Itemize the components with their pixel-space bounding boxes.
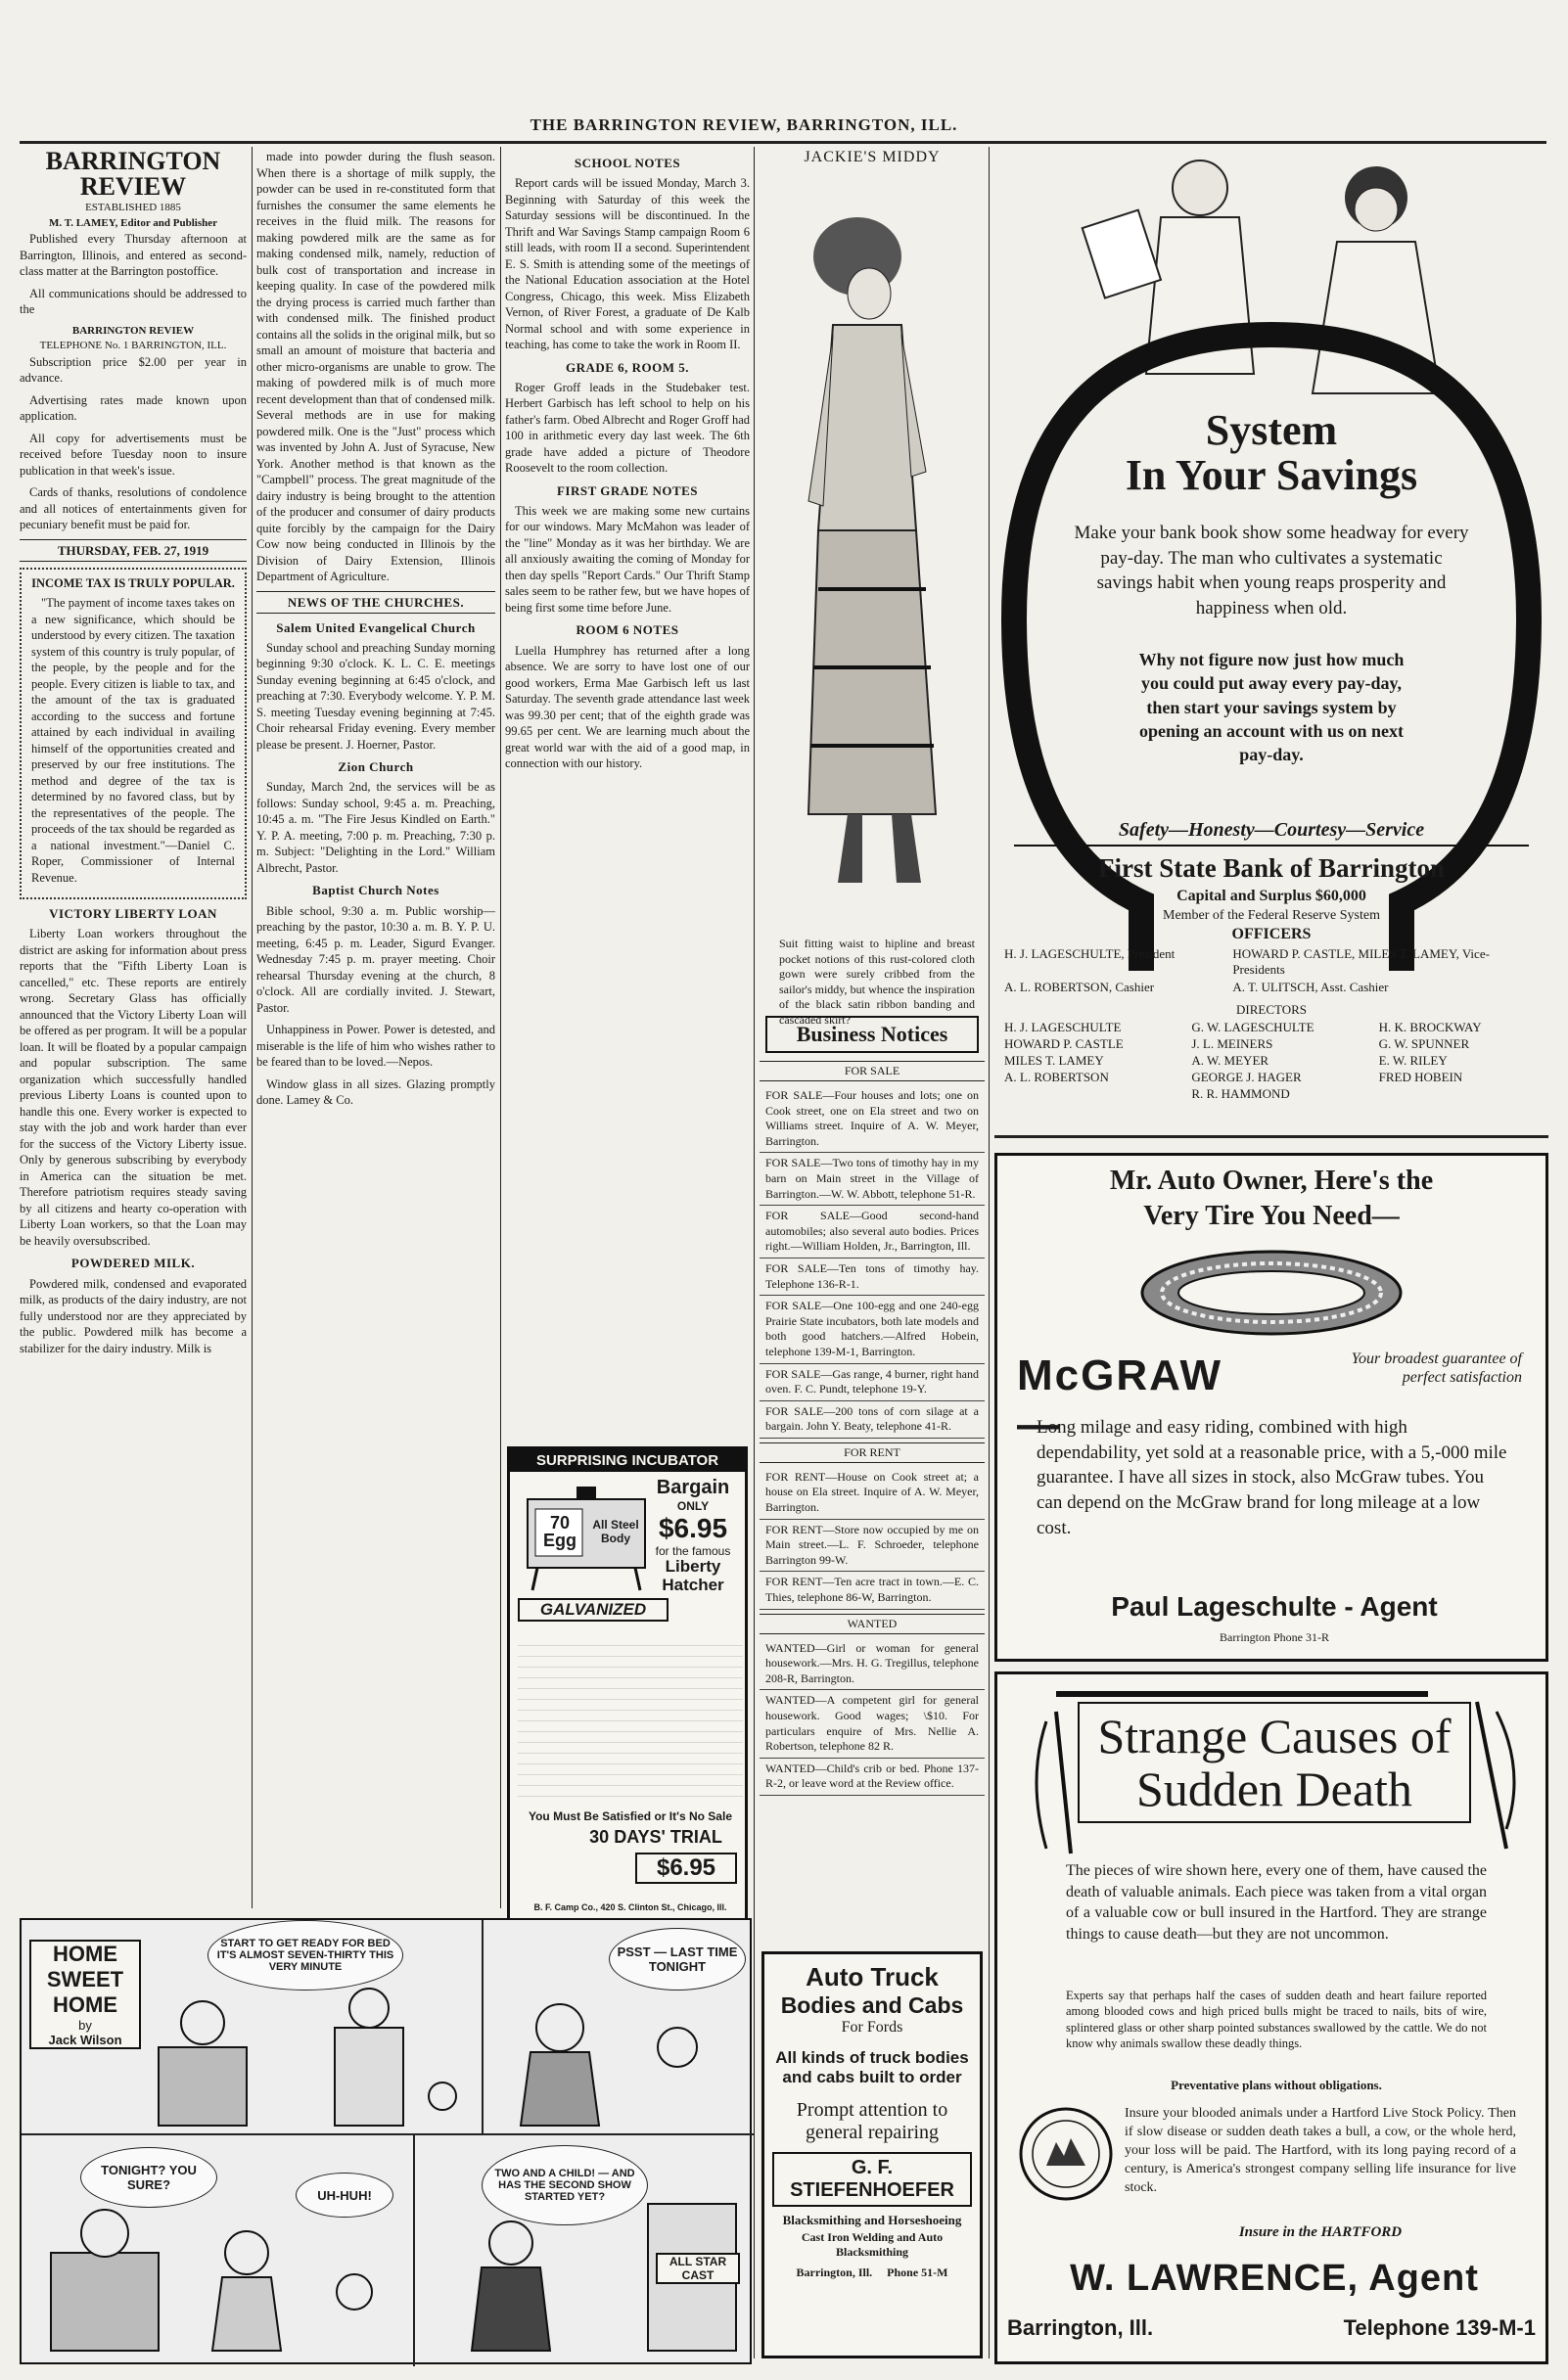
bank-ad	[994, 149, 1548, 1142]
address: BARRINGTON REVIEW	[71, 324, 195, 337]
strange-insure: Insure in the HARTFORD	[1238, 2224, 1403, 2240]
tire-headline-1: Mr. Auto Owner, Here's the	[1109, 1166, 1434, 1196]
first-grade-body: This week we are making some new curtains for our windows. Mary McMahon was leader of the "line" Monday as it was her birthday. We are all anxiously awaiting the coming of Monday for then day spells "Report Cards." Our Thrift Stamp sales seem to be rather few, but we have hopes of being first some time before June.	[505, 503, 750, 615]
officer-cashier: A. L. ROBERTSON, Cashier	[1004, 980, 1155, 994]
bank-director: H. J. LAGESCHULTE	[1004, 1020, 1122, 1034]
incubator-eggs: 70 Egg	[543, 1513, 576, 1550]
strange-title-block	[997, 1702, 1551, 1823]
bank-directors-heading: DIRECTORS	[1236, 1002, 1307, 1017]
comic-panel-1-drawing	[149, 1979, 472, 2130]
school-notes-body: Report cards will be issued Monday, March 3. Beginning with Saturday of this week the Saturday sessions will be discontinued. In the Thrift and War Savings Stamp campaign Room 6 still leads, with room II a second. Superintendent E. S. Smith is attending some of the meetings of the National Education association at the Hotel Congress, Chicago, this week. Miss Elizabeth Vernon, of River Forest, a graduate of De Kalb Normal school and with some experience in teaching, has come to take the work in Room II.	[505, 176, 750, 352]
officer-vice-presidents: HOWARD P. CASTLE, MILES T. LAMEY, Vice-Presidents	[1232, 946, 1490, 977]
comic-panel-divider	[482, 1920, 484, 2133]
wanted-notice: WANTED—Child's crib or bed. Phone 137-R-2, or leave word at the Review office.	[760, 1759, 985, 1796]
truck-line-4: All kinds of truck bodies and cabs built to order	[775, 2048, 969, 2086]
for-rent-notice: FOR RENT—Store now occupied by me on Main street.—L. F. Schroeder, telephone Barrington 99-W.	[760, 1520, 985, 1573]
communications-note: All communications should be addressed to the	[20, 286, 247, 317]
bank-directors	[994, 1020, 1568, 1102]
masthead: THE BARRINGTON REVIEW, BARRINGTON, ILL.	[530, 115, 958, 134]
column-2	[256, 149, 495, 1910]
bank-director: E. W. RILEY	[1378, 1053, 1448, 1068]
tire-headline-2: Very Tire You Need—	[1143, 1201, 1400, 1232]
tire-guarantee: Your broadest guarantee of perfect satisfaction	[1351, 1350, 1522, 1387]
income-tax-body: "The payment of income taxes takes on a new significance, which should be understood by every citizen. The taxation system of this country is truly popular, of the people, by the people and for the people. Every citizen is liable to tax, and the amount of the tax is graduated according to the success and fortune attained by each individual in availing himself of the opportunities created and preserved by our free institutions. The method and degree of the tax is determined by no favored class, but by the representatives of the people. The proceeds of the tax should be regarded as a national investment."—Daniel C. Roper, Commissioner of Internal Revenue.	[31, 596, 235, 885]
bank-director: G. W. LAGESCHULTE	[1191, 1020, 1314, 1034]
dateline: THURSDAY, FEB. 27, 1919	[20, 539, 247, 562]
strange-body-1: The pieces of wire shown here, every one of them, have caused the death of valuable animals. Each piece was taken from a vital organ of a valuable cow or bull insured in the Hartford. They are strange things to cause death—but they are not uncommon.	[1066, 1862, 1487, 1943]
strange-telephone: Telephone 139-M-1	[1343, 2315, 1536, 2340]
bank-title-2: In Your Savings	[1125, 451, 1418, 500]
comic-bubble-3: TONIGHT? YOU SURE?	[80, 2147, 217, 2208]
business-notices-title: Business Notices	[765, 1016, 979, 1053]
comic-by: by	[78, 2018, 92, 2033]
bank-director: FRED HOBEIN	[1378, 1070, 1463, 1084]
strange-agent: W. LAWRENCE, Agent	[1070, 2258, 1479, 2299]
bank-motto: Safety—Honesty—Courtesy—Service	[1014, 819, 1529, 847]
column-rule	[989, 147, 990, 2358]
incubator-steel: All Steel Body	[592, 1518, 639, 1545]
truck-line-1: Auto Truck	[806, 1962, 939, 1991]
room6-headline: ROOM 6 NOTES	[576, 622, 679, 638]
grade6-body: Roger Groff leads in the Studebaker test. Herbert Garbisch has left school to help on his father's farm. Obed Albrecht and Roger Groff had 100 in arithmetic every day last week. The 6th grade have added a picture of Theodore Roosevelt to the room collection.	[505, 380, 750, 476]
strange-body-3: Insure your blooded animals under a Hartford Live Stock Policy. Then if slow disease or sudden death takes a bull, a cow, or the whole herd, your loss will be paid. The Hartford, with its long paying record of a century, is America's strongest company selling life insurance for live stock.	[1125, 2106, 1516, 2195]
tire-agent: Paul Lageschulte - Agent	[1111, 1591, 1438, 1622]
hartford-seal-icon	[1017, 2105, 1115, 2203]
incubator-fine-print	[518, 1635, 743, 1802]
hartford-insurance-ad	[994, 1671, 1548, 2364]
for-sale-notice: FOR SALE—200 tons of corn silage at a bargain. John Y. Beaty, telephone 41-R.	[760, 1401, 985, 1439]
room6-body: Luella Humphrey has returned after a long absence. We are sorry to have lost one of our good workers, Erma Mae Garbisch left us last Saturday. The seventh grade attendance last week was 99.30 per cent; that of the eighth grade was 99.65 per cent. We are learning much about the great world war with the aid of a good map, in connection with our history.	[505, 643, 750, 771]
bank-body-2: Why not figure now just how much you could put away every pay-day, then start your savings system by opening an account with us on next pay-day.	[1138, 650, 1405, 765]
bank-headline-block	[1092, 408, 1451, 498]
incubator-price: $6.95	[658, 1513, 728, 1543]
bank-officers	[1004, 946, 1539, 995]
bank-director: A. L. ROBERTSON	[1004, 1070, 1109, 1084]
fashion-feature	[760, 149, 985, 1027]
comic-bubble-4: UH-HUH!	[296, 2173, 393, 2218]
churches-headline: NEWS OF THE CHURCHES.	[256, 591, 495, 614]
auto-truck-ad	[761, 1951, 983, 2358]
established: ESTABLISHED 1885	[85, 202, 181, 213]
truck-line-5: Prompt attention to general repairing	[796, 2099, 948, 2143]
column-rule	[500, 147, 501, 1908]
bank-body-1: Make your bank book show some headway for every pay-day. The man who cultivates a systematic savings habit when young reaps prosperity and happiness when old.	[1074, 523, 1469, 618]
incubator-price-block	[649, 1477, 737, 1594]
comic-title-3: HOME	[53, 1992, 117, 2017]
comic-bubble-2: PSST — LAST TIME TONIGHT	[609, 1928, 746, 1991]
powdered-milk-body: Powdered milk, condensed and evaporated milk, as products of the dairy industry, are not fully understood nor are they appreciated by the public. Powdered milk has become a stabilizer for the dairy industry. Milk is	[20, 1276, 247, 1355]
window-glass-note: Window glass in all sizes. Glazing promptly done. Lamey & Co.	[256, 1076, 495, 1108]
cards-note: Cards of thanks, resolutions of condolence and all notices of entertainments given for pecuniary benefit must be paid for.	[20, 485, 247, 532]
tire-body: Long milage and easy riding, combined with high dependability, yet sold at a reasonable price, with a 5,-000 mile guarantee. I have all sizes in stock, also McGraw tubes. You can depend on the McGraw brand for long mileage at a low cost.	[1037, 1417, 1507, 1538]
incubator-headline: SURPRISING INCUBATOR	[510, 1449, 745, 1472]
fashion-headline: JACKIE'S MIDDY	[804, 149, 941, 165]
officer-president: H. J. LAGESCHULTE, President	[1004, 946, 1176, 961]
column-3	[505, 149, 750, 1441]
bank-director	[1379, 1086, 1558, 1102]
mcgraw-tire-ad	[994, 1153, 1548, 1662]
bank-member: Member of the Federal Reserve System	[1163, 908, 1380, 923]
comic-bubble-5: TWO AND A CHILD! — AND HAS THE SECOND SHOW STARTED YET?	[482, 2145, 648, 2225]
home-sweet-home-comic	[20, 1918, 752, 2364]
comic-title-1: HOME	[53, 1942, 117, 1966]
for-sale-notice: FOR SALE—Ten tons of timothy hay. Telephone 136-R-1.	[760, 1259, 985, 1296]
strange-body-2: Experts say that perhaps half the cases of sudden death and heart failure reported among blooded cows and high priced bulls might be traced to nails, bits of wire, splintered glass or other sharp pointed substances swallowed by the cattle. We do not know why animals swallow these deadly things.	[1066, 1989, 1487, 2050]
advertising-note: Advertising rates made known upon application.	[20, 392, 247, 424]
first-grade-headline: FIRST GRADE NOTES	[556, 482, 699, 498]
comic-author: Jack Wilson	[48, 2033, 122, 2047]
comic-theater-sign: ALL STAR CAST	[656, 2253, 740, 2284]
editor: M. T. LAMEY, Editor and Publisher	[49, 216, 217, 229]
income-tax-headline: INCOME TAX IS TRULY POPULAR.	[31, 575, 235, 590]
tire-phone: Barrington Phone 31-R	[1220, 1630, 1329, 1644]
comic-bubble-1: START TO GET READY FOR BED IT'S ALMOST SEVEN-THIRTY THIS VERY MINUTE	[208, 1920, 403, 1991]
for-rent-notice: FOR RENT—House on Cook street at; a house on Ela street. Inquire of A. W. Meyer, Barrington.	[760, 1467, 985, 1520]
zion-headline: Zion Church	[338, 759, 414, 775]
for-sale-list	[760, 1085, 985, 1439]
bank-director: H. K. BROCKWAY	[1378, 1020, 1482, 1034]
officer-asst-cashier: A. T. ULITSCH, Asst. Cashier	[1232, 980, 1389, 994]
truck-line-8: Cast Iron Welding and Auto Blacksmithing	[801, 2230, 944, 2259]
unhappiness-filler: Unhappiness in Power. Power is detested, and miserable is the life of him who wishes rather to be feared than to be loved.—Nepos.	[256, 1023, 495, 1070]
strange-title-1: Strange Causes of	[1097, 1709, 1452, 1763]
truck-line-6: G. F. STIEFENHOEFER	[772, 2152, 972, 2207]
salem-headline: Salem United Evangelical Church	[276, 619, 476, 635]
bank-director: A. W. MEYER	[1191, 1053, 1269, 1068]
baptist-body: Bible school, 9:30 a. m. Public worship—preaching by the pastor, 10:30 a. m. B. Y. P. U. meeting, 6:45 p. m. Leader, Sigurd Evanger. Wednesday 7:45 p. m. prayer meeting. Choir rehearsal Thursday evening at the church, 8 o'clock. All are cordially invited. J. Stewart, Pastor.	[256, 903, 495, 1015]
paper-title: BARRINGTON REVIEW	[45, 147, 221, 201]
column-1	[20, 149, 247, 1910]
bank-director: HOWARD P. CASTLE	[1004, 1036, 1124, 1051]
strange-title-2: Sudden Death	[1136, 1762, 1412, 1816]
incubator-address: B. F. Camp Co., 420 S. Clinton St., Chicago, Ill.	[533, 1902, 727, 1912]
incubator-ad	[507, 1446, 748, 1921]
powdered-milk-continued: made into powder during the flush season. When there is a shortage of milk supply, the powder can be used in re-constituted form that furnishes the consumer the same elements he receives in the fluid milk. The reasons for making powdered milk are the same as for making condensed milk, namely, reduction of bulk cost of transportation and increase in keeping quality. In case of the powdered milk the drying process is carried much farther than with condensed milk. The finished product contains all the solids in the original milk, but so small an amount of moisture that bacteria and other micro-organisms are unable to grow. The making of powdered milk is of much more recent development than that of condensed milk. Several methods are in use for making powdered milk. One is the "Just" process which was invented by John A. Just of Syracuse, New York. Another method is that known as the "Campbell" process. The great magnitude of the dairy industry is being brought to the attention of the producer and consumer of dairy products quite forcibly by the campaign for the Dairy Cow now being conducted in Illinois by the Division of Dairy Extension, Illinois Department of Agriculture.	[256, 150, 495, 583]
incubator-galvanized: GALVANIZED	[518, 1598, 669, 1622]
fashion-figure-illustration	[779, 178, 965, 922]
comic-panel-divider	[22, 2133, 754, 2135]
bank-director: G. W. SPUNNER	[1378, 1036, 1470, 1051]
for-sale-notice: FOR SALE—Gas range, 4 burner, right hand oven. F. C. Pundt, telephone 19-Y.	[760, 1364, 985, 1401]
incubator-illustration	[518, 1485, 655, 1592]
for-sale-notice: FOR SALE—Two tons of timothy hay in my barn on Main street in the Village of Barrington.—W. W. Abbott, telephone 51-R.	[760, 1153, 985, 1206]
column-rule	[754, 147, 755, 2358]
published-note: Published every Thursday afternoon at Barrington, Illinois, and entered as second-class matter at the Barrington postoffice.	[20, 232, 247, 279]
baptist-headline: Baptist Church Notes	[312, 883, 439, 898]
strange-title	[1078, 1702, 1470, 1823]
bank-officers-heading: OFFICERS	[1231, 926, 1312, 942]
incubator-name: Liberty Hatcher	[662, 1557, 724, 1594]
for-sale-notice: FOR SALE—Good second-hand automobiles; also several auto bodies. Prices right.—William Holden, Jr., Barrington, Ill.	[760, 1206, 985, 1259]
for-sale-notice: FOR SALE—One 100-egg and one 240-egg Prairie State incubators, both late models and both good hatchers.—Alfred Hobein, telephone 139-M-1, Barrington.	[760, 1296, 985, 1363]
liberty-loan-headline: VICTORY LIBERTY LOAN	[49, 906, 217, 922]
truck-line-2: Bodies and Cabs	[780, 1992, 964, 2018]
wanted-heading: WANTED	[760, 1614, 985, 1634]
wanted-notice: WANTED—Girl or woman for general housework.—Mrs. H. G. Tregillus, telephone 208-R, Barrington.	[760, 1638, 985, 1691]
truck-line-9: Barrington, Ill. Phone 51-M	[796, 2266, 948, 2279]
truck-line-7: Blacksmithing and Horseshoeing	[782, 2213, 962, 2227]
bank-name: First State Bank of Barrington	[1098, 853, 1445, 883]
bank-capital: Capital and Surplus $60,000	[1176, 888, 1366, 904]
incubator-for-the: for the famous	[655, 1544, 731, 1558]
comic-title-box	[29, 1940, 141, 2049]
incubator-bargain: Bargain	[656, 1477, 730, 1498]
bank-director: R. R. HAMMOND	[1191, 1086, 1290, 1101]
incubator-price-2: $6.95	[635, 1853, 737, 1884]
strange-city: Barrington, Ill.	[1007, 2315, 1154, 2340]
column-rule	[252, 147, 253, 1908]
for-rent-list	[760, 1467, 985, 1610]
wanted-notice: WANTED—A competent girl for general housework. Good wages; \$10. For particulars enquire of Mrs. Nellie A. Robertson, telephone 82 R.	[760, 1690, 985, 1758]
truck-line-3: For Fords	[841, 2019, 903, 2036]
for-rent-heading: FOR RENT	[760, 1442, 985, 1463]
telephone: TELEPHONE No. 1 BARRINGTON, ILL.	[39, 340, 227, 352]
salem-body: Sunday school and preaching Sunday morning beginning 9:30 o'clock. K. L. C. E. meetings Sunday evening beginning at 6:45 o'clock, and preaching at 7:30. Everybody welcome. Y. P. M. S. meeting Tuesday evening beginning at 7:45. Choir rehearsal Friday evening. Every member please be present. J. Hoerner, Pastor.	[256, 640, 495, 752]
subscription-note: Subscription price $2.00 per year in advance.	[20, 354, 247, 386]
for-sale-notice: FOR SALE—Four houses and lots; one on Cook street, one on Ela street and two on Williams street. Inquire of A. W. Meyer, Barrington.	[760, 1085, 985, 1153]
comic-panel-divider	[413, 2135, 415, 2366]
bank-director: GEORGE J. HAGER	[1191, 1070, 1302, 1084]
strange-plans: Preventative plans without obligations.	[1171, 2078, 1382, 2092]
tire-brand-name: McGRAW—	[1017, 1351, 1222, 1448]
comic-title-2: SWEET	[46, 1967, 124, 1991]
bank-ad-bottom-rule	[994, 1135, 1548, 1138]
bank-director: J. L. MEINERS	[1191, 1036, 1273, 1051]
fashion-caption: Suit fitting waist to hipline and breast pocket notions of this rust-colored cloth gown were surely cribbed from the sailor's middy, but whence the inspiration of the black satin ribbon banding and cascaded skirt?	[779, 937, 975, 1027]
tire-illustration	[1134, 1244, 1408, 1342]
for-rent-notice: FOR RENT—Ten acre tract in town.—E. C. Thies, telephone 86-W, Barrington.	[760, 1572, 985, 1609]
powdered-milk-headline: POWDERED MILK.	[70, 1256, 196, 1271]
incubator-satisfied: You Must Be Satisfied or It's No Sale	[528, 1809, 732, 1823]
bank-title-1: System	[1205, 406, 1338, 454]
copy-note: All copy for advertisements must be received before Tuesday noon to insure publication in that week's issue.	[20, 431, 247, 478]
liberty-loan-body: Liberty Loan workers throughout the district are asking for information about press reports that the "Fifth Liberty Loan is cancelled," etc. These reports are entirely wrong. Secretary Glass has officially announced that the Victory Liberty Loan will be offered as per program. It will be a popular loan. It will be floated by a popular campaign and popular subscription. The same organization which successfully handled previous Liberty Loans is counted upon to handle this one. Every worker is expected to stay with the job and work harder than ever for the success of the Victory Liberty issue. Only by generous subscribing by everybody in America can the situation be met. Therefore patriotism requires steady saving by all citizens and hearty co-operation with Liberty Loan workers, so that the Loan may be heavily oversubscribed.	[20, 927, 247, 1248]
school-notes-headline: SCHOOL NOTES	[574, 156, 681, 170]
bank-director: MILES T. LAMEY	[1004, 1053, 1104, 1068]
wanted-list	[760, 1638, 985, 1796]
grade6-headline: GRADE 6, ROOM 5.	[565, 359, 690, 375]
masthead-rule	[20, 141, 1546, 144]
zion-body: Sunday, March 2nd, the services will be as follows: Sunday school, 9:45 a. m. Preaching, 10:45 a. m. "The Fire Jesus Kindled on Earth." Y. P. A. meeting, 7:00 p. m. Preaching, 7:30 p. m. Subject: "Delighting in the Lord." William Albrecht, Pastor.	[256, 780, 495, 875]
income-tax-box	[20, 568, 247, 900]
for-sale-heading: FOR SALE	[760, 1061, 985, 1081]
incubator-trial: 30 DAYS' TRIAL	[589, 1827, 722, 1847]
incubator-only: ONLY	[676, 1499, 710, 1513]
bank-director	[1004, 1086, 1183, 1102]
business-notices	[760, 1008, 985, 1791]
